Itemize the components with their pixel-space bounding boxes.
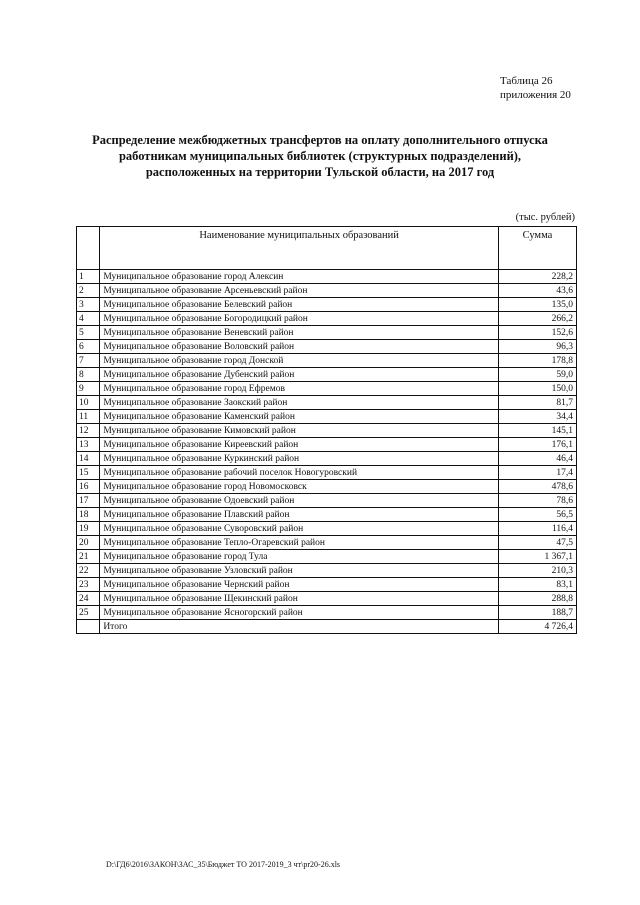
row-number: 9: [77, 382, 100, 396]
row-name: Муниципальное образование Заокский район: [100, 396, 499, 410]
row-sum: 96,3: [498, 340, 576, 354]
title-line-1: Распределение межбюджетных трансфертов на оплату дополнительного отпуска: [92, 133, 548, 147]
row-name: Муниципальное образование Тепло-Огаревский район: [100, 536, 499, 550]
row-number: 10: [77, 396, 100, 410]
total-sum: 4 726,4: [498, 620, 576, 634]
row-name: Муниципальное образование Богородицкий район: [100, 312, 499, 326]
row-number: 8: [77, 368, 100, 382]
row-name: Муниципальное образование город Ефремов: [100, 382, 499, 396]
row-number: 22: [77, 564, 100, 578]
row-name: Муниципальное образование Дубенский район: [100, 368, 499, 382]
row-number: 2: [77, 284, 100, 298]
table-header-row: [77, 227, 577, 270]
row-sum: 266,2: [498, 312, 576, 326]
row-name: Муниципальное образование город Донской: [100, 354, 499, 368]
row-name: Муниципальное образование Киреевский район: [100, 438, 499, 452]
row-name: Муниципальное образование Воловский район: [100, 340, 499, 354]
transfers-table: [76, 226, 577, 634]
row-number: 12: [77, 424, 100, 438]
table-row: [77, 592, 577, 606]
row-number: 13: [77, 438, 100, 452]
row-number: 5: [77, 326, 100, 340]
table-row: [77, 410, 577, 424]
row-name: Муниципальное образование Узловский район: [100, 564, 499, 578]
row-name: Муниципальное образование Одоевский район: [100, 494, 499, 508]
row-name: Муниципальное образование Ясногорский район: [100, 606, 499, 620]
row-sum: 210,3: [498, 564, 576, 578]
row-name: Муниципальное образование Кимовский район: [100, 424, 499, 438]
row-sum: 228,2: [498, 270, 576, 284]
table-row: [77, 508, 577, 522]
table-row: [77, 536, 577, 550]
row-name: Муниципальное образование Щекинский район: [100, 592, 499, 606]
table-row: [77, 354, 577, 368]
table-row: [77, 550, 577, 564]
table-row: [77, 438, 577, 452]
row-number: 18: [77, 508, 100, 522]
row-number: 15: [77, 466, 100, 480]
row-number: 23: [77, 578, 100, 592]
row-sum: 176,1: [498, 438, 576, 452]
row-name: Муниципальное образование Суворовский район: [100, 522, 499, 536]
row-sum: 59,0: [498, 368, 576, 382]
table-row: [77, 606, 577, 620]
table-row: [77, 368, 577, 382]
row-name: Муниципальное образование город Тула: [100, 550, 499, 564]
row-sum: 178,8: [498, 354, 576, 368]
row-name: Муниципальное образование рабочий поселок Новогуровский: [100, 466, 499, 480]
column-header-number: [77, 227, 100, 270]
row-number: 20: [77, 536, 100, 550]
row-number: 16: [77, 480, 100, 494]
row-sum: 83,1: [498, 578, 576, 592]
row-sum: 116,4: [498, 522, 576, 536]
row-sum: 150,0: [498, 382, 576, 396]
row-name: Муниципальное образование Белевский район: [100, 298, 499, 312]
table-body: [77, 270, 577, 620]
table-row: [77, 298, 577, 312]
row-sum: 43,6: [498, 284, 576, 298]
row-number: 7: [77, 354, 100, 368]
row-sum: 34,4: [498, 410, 576, 424]
row-number: 21: [77, 550, 100, 564]
row-name: Муниципальное образование город Алексин: [100, 270, 499, 284]
row-number: 17: [77, 494, 100, 508]
table-row: [77, 312, 577, 326]
row-sum: 81,7: [498, 396, 576, 410]
table-row: [77, 452, 577, 466]
row-sum: 17,4: [498, 466, 576, 480]
row-sum: 1 367,1: [498, 550, 576, 564]
table-number: Таблица 26: [500, 75, 553, 87]
row-name: Муниципальное образование Веневский район: [100, 326, 499, 340]
row-sum: 135,0: [498, 298, 576, 312]
row-number: 24: [77, 592, 100, 606]
appendix-reference: приложения 20: [500, 89, 571, 101]
row-number: 25: [77, 606, 100, 620]
row-name: Муниципальное образование город Новомосковск: [100, 480, 499, 494]
table-row: [77, 382, 577, 396]
row-sum: 145,1: [498, 424, 576, 438]
row-name: Муниципальное образование Плавский район: [100, 508, 499, 522]
row-number: 11: [77, 410, 100, 424]
row-sum: 478,6: [498, 480, 576, 494]
row-sum: 46,4: [498, 452, 576, 466]
title-line-2: работникам муниципальных библиотек (структурных подразделений),: [118, 149, 522, 163]
row-name: Муниципальное образование Куркинский район: [100, 452, 499, 466]
row-number: 14: [77, 452, 100, 466]
row-sum: 152,6: [498, 326, 576, 340]
row-sum: 56,5: [498, 508, 576, 522]
table-row: [77, 522, 577, 536]
total-label: Итого: [100, 620, 499, 634]
units-label: (тыс. рублей): [515, 212, 575, 223]
row-number: 1: [77, 270, 100, 284]
table-row: [77, 578, 577, 592]
row-name: Муниципальное образование Арсеньевский район: [100, 284, 499, 298]
table-row: [77, 564, 577, 578]
file-path-footer: D:\ГД6\2016\ЗАКОН\ЗАС_35\Бюджет ТО 2017-2019_3 чт\рr20-26.xls: [106, 860, 341, 869]
table-row: [77, 326, 577, 340]
row-name: Муниципальное образование Каменский район: [100, 410, 499, 424]
total-number-cell: [77, 620, 100, 634]
table-total-row: [77, 620, 577, 634]
title-line-3: расположенных на территории Тульской области, на 2017 год: [145, 165, 495, 179]
table-row: [77, 396, 577, 410]
row-number: 3: [77, 298, 100, 312]
column-header-sum: Сумма: [498, 227, 576, 270]
row-name: Муниципальное образование Чернский район: [100, 578, 499, 592]
table-row: [77, 480, 577, 494]
row-sum: 188,7: [498, 606, 576, 620]
row-number: 19: [77, 522, 100, 536]
table-reference: [500, 74, 610, 102]
table-row: [77, 340, 577, 354]
table-row: [77, 270, 577, 284]
row-sum: 78,6: [498, 494, 576, 508]
table-row: [77, 466, 577, 480]
document-title: [70, 132, 570, 180]
table-row: [77, 424, 577, 438]
row-number: 6: [77, 340, 100, 354]
table-row: [77, 284, 577, 298]
table-row: [77, 494, 577, 508]
row-number: 4: [77, 312, 100, 326]
row-sum: 47,5: [498, 536, 576, 550]
column-header-name: Наименование муниципальных образований: [100, 227, 499, 270]
row-sum: 288,8: [498, 592, 576, 606]
